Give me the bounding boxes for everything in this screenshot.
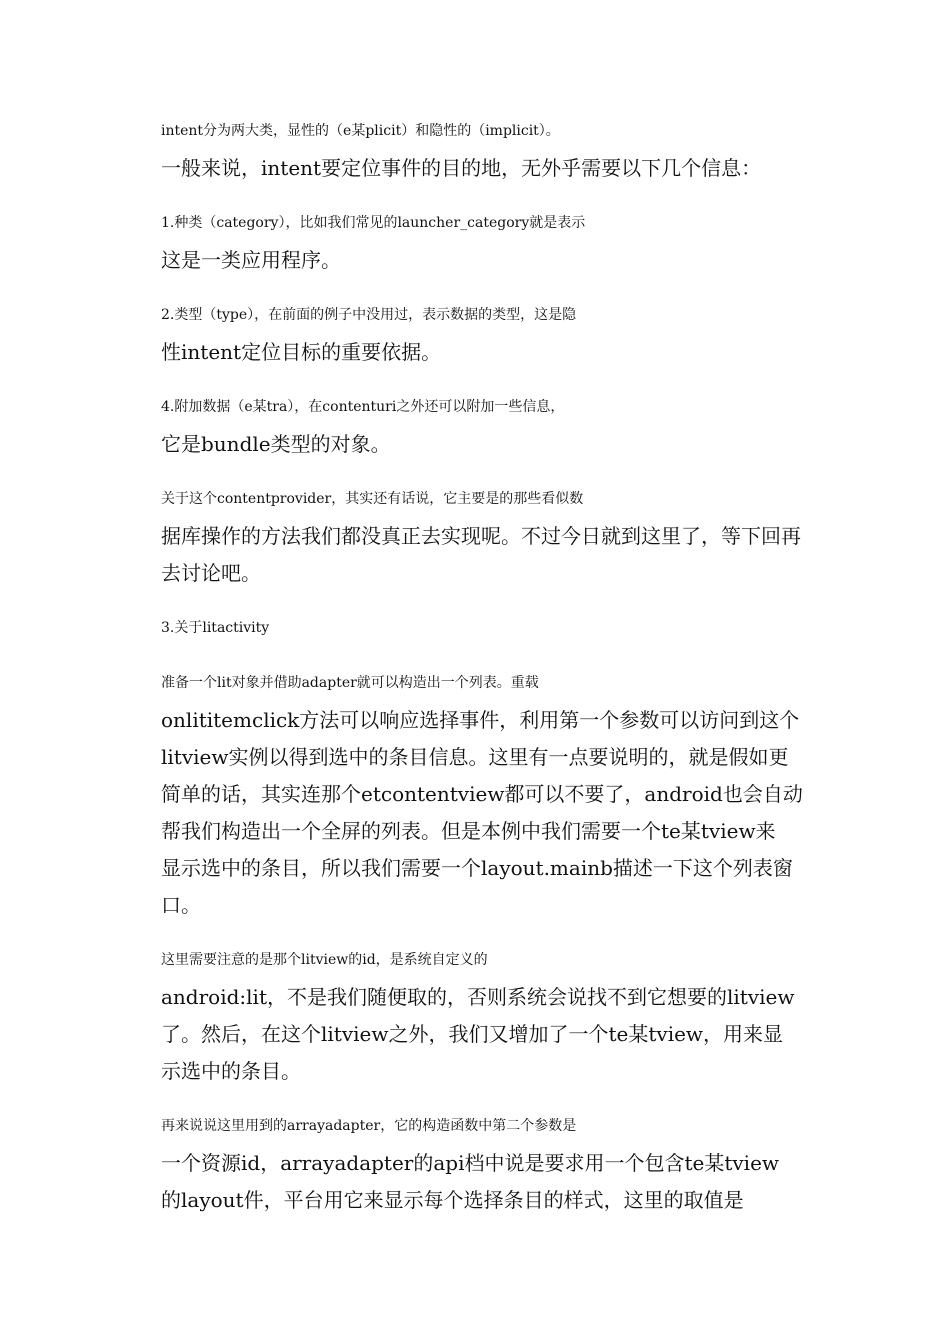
- paragraph-arrayadapter: [117, 1108, 835, 1219]
- text-line: 这是一类应用程序。: [161, 248, 341, 272]
- text-line: 简单的话，其实连那个etcontentview都可以不要了，android也会自动: [161, 782, 803, 806]
- document-page: [117, 113, 835, 1237]
- text-line: android:lit，不是我们随便取的，否则系统会说找不到它想要的litview: [161, 985, 795, 1009]
- text-line: 性intent定位目标的重要依据。: [161, 340, 442, 364]
- text-line: 关于这个contentprovider，其实还有话说，它主要是的那些看似数: [161, 491, 584, 507]
- text-line: 它是bundle类型的对象。: [161, 432, 391, 456]
- paragraph-intent-types: [117, 113, 835, 187]
- text-line: 2.类型（type），在前面的例子中没用过，表示数据的类型，这是隐: [161, 307, 577, 323]
- section-heading-litactivity: [117, 610, 835, 647]
- text-line: 一个资源id，arrayadapter的api档中说是要求用一个包含te某tview: [161, 1151, 780, 1175]
- text-line: 帮我们构造出一个全屏的列表。但是本例中我们需要一个te某tview来: [161, 819, 776, 843]
- text-line: intent分为两大类，显性的（e某plicit）和隐性的（implicit）。: [161, 123, 560, 139]
- paragraph-contentprovider: [117, 481, 835, 592]
- text-line: 再来说说这里用到的arrayadapter，它的构造函数中第二个参数是: [161, 1118, 577, 1134]
- text-line: litview实例以得到选中的条目信息。这里有一点要说明的，就是假如更: [161, 745, 789, 769]
- text-line: 1.种类（category），比如我们常见的launcher_category就是表示: [161, 215, 586, 231]
- text-line: 的layout件，平台用它来显示每个选择条目的样式，这里的取值是: [161, 1188, 744, 1212]
- paragraph-type: [117, 297, 835, 371]
- paragraph-list-adapter: [117, 665, 835, 924]
- text-line: 3.关于litactivity: [161, 620, 270, 636]
- text-line: 去讨论吧。: [161, 561, 261, 585]
- paragraph-category: [117, 205, 835, 279]
- text-line: 这里需要注意的是那个litview的id，是系统自定义的: [161, 952, 488, 968]
- text-line: 显示选中的条目，所以我们需要一个layout.mainb描述一下这个列表窗: [161, 856, 793, 880]
- text-line: onlititemclick方法可以响应选择事件，利用第一个参数可以访问到这个: [161, 708, 800, 732]
- text-line: 一般来说，intent要定位事件的目的地，无外乎需要以下几个信息：: [161, 156, 762, 180]
- text-line: 4.附加数据（e某tra），在contenturi之外还可以附加一些信息，: [161, 399, 565, 415]
- text-line: 据库操作的方法我们都没真正去实现呢。不过今日就到这里了，等下回再: [161, 524, 801, 548]
- text-line: 准备一个lit对象并借助adapter就可以构造出一个列表。重载: [161, 675, 539, 691]
- text-line: 了。然后，在这个litview之外，我们又增加了一个te某tview，用来显: [161, 1022, 784, 1046]
- text-line: 口。: [161, 893, 201, 917]
- paragraph-litview-id: [117, 942, 835, 1090]
- text-line: 示选中的条目。: [161, 1059, 301, 1083]
- paragraph-extra-data: [117, 389, 835, 463]
